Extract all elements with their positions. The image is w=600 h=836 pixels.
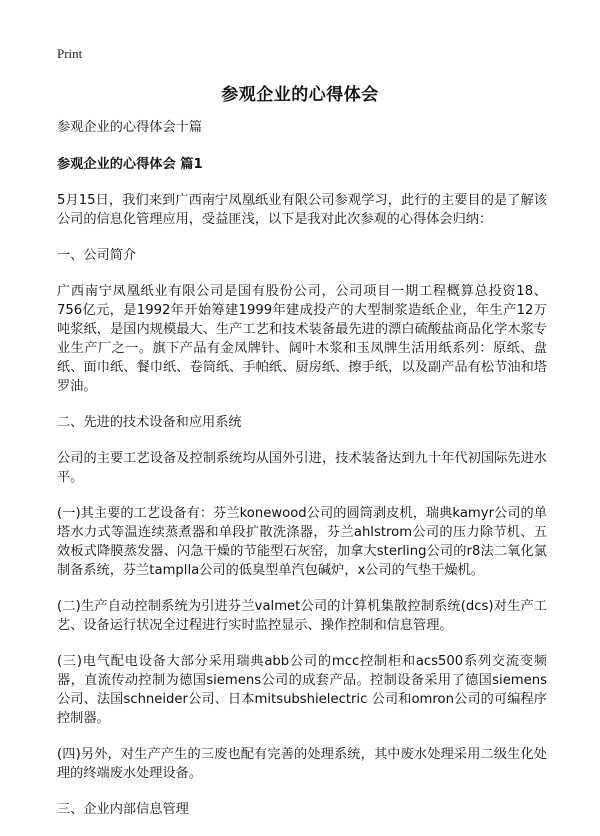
heading-internal-info-management: 三、企业内部信息管理 — [57, 802, 189, 817]
paragraph-technology: 公司的主要工艺设备及控制系统均从国外引进，技术装备达到九十年代初国际先进水平。 — [57, 451, 547, 485]
paragraph-intro: 5月15日，我们来到广西南宁凤凰纸业有限公司参观学习，此行的主要目的是了解该公司的信息化管理应用，受益匪浅，以下是我对此次参观的心得体会归纳： — [57, 193, 547, 227]
paragraph-control-system: (二)生产自动控制系统为引进芬兰valmet公司的计算机集散控制系统(dcs)对生产工艺、设备运行状况全过程进行实时监控显示、操作控制和信息管理。 — [57, 599, 547, 633]
section-heading: 参观企业的心得体会 篇1 — [57, 157, 203, 172]
paragraph-company-profile: 广西南宁凤凰纸业有限公司是国有股份公司，公司项目一期工程概算总投资18、756亿元，是1992年开始筹建1999年建成投产的大型制浆造纸企业，年生产12万吨浆纸，是国内规模最大、生产工艺和技术装备最先进的漂白硫酸盐商品化学木浆专业生产厂之一。旗下产品有金凤牌针、阔叶木浆和玉凤牌生活用纸系列：原纸、盘纸、面巾纸、餐巾纸、卷筒纸、手帕纸、厨房纸、擦手纸，以及副产品有松节油和塔罗油。 — [57, 284, 547, 394]
paragraph-process-equipment: (一)其主要的工艺设备有：芬兰konewood公司的圆筒剥皮机，瑞典kamyr公司的单塔水力式等温连续蒸煮器和单段扩散洗涤器，芬兰ahlstrom公司的压力除节机、五效板式降膜蒸发器、闪急干燥的节能型石灰窑，加拿大sterling公司的r8法二氧化氯制备系统，芬兰tamplla公司的低臭型单汽包碱炉，x公司的气垫干燥机。 — [57, 506, 547, 578]
heading-technology: 二、先进的技术设备和应用系统 — [57, 415, 242, 430]
paragraph-electrical-equipment: (三)电气配电设备大部分采用瑞典abb公司的mcc控制柜和acs500系列交流变频器，直流传动控制为德国siemens公司的成套产品。控制设备采用了德国siemens公司、法国schneider公司、日本mitsubshielectric 公司和omron公司的可编程序控制器。 — [57, 654, 547, 726]
page-title: 参观企业的心得体会 — [221, 85, 379, 105]
document-subtitle: 参观企业的心得体会十篇 — [57, 120, 203, 135]
print-link[interactable]: Print — [57, 46, 83, 61]
document-body — [57, 118, 547, 836]
paragraph-waste-treatment: (四)另外，对生产产生的三废也配有完善的处理系统，其中废水处理采用二级生化处理的终端废水处理设备。 — [57, 747, 547, 781]
heading-company-profile: 一、公司简介 — [57, 248, 137, 263]
